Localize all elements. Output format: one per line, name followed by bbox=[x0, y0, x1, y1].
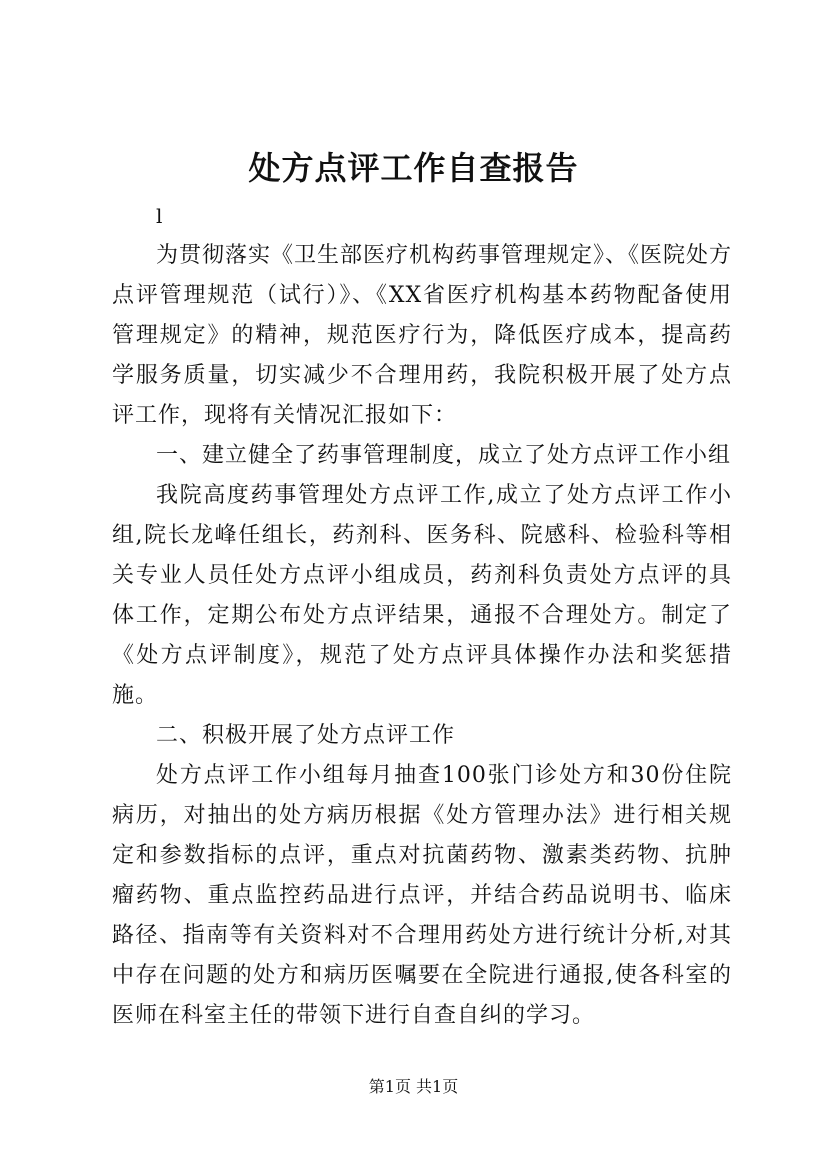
section-heading-1: 一、建立健全了药事管理制度，成立了处方点评工作小组 bbox=[156, 443, 732, 468]
section-heading-2: 二、积极开展了处方点评工作 bbox=[156, 723, 456, 748]
paragraph-intro: 为贯彻落实《卫生部医疗机构药事管理规定》、《医院处方点评管理规范（试行）》、《XX省医疗机构基本药物配备使用管理规定》的精神，规范医疗行为，降低医疗成本，提高药学服务质量，切实减少不合理用药，我院积极开展了处方点评工作，现将有关情况汇报如下： bbox=[112, 243, 733, 428]
document-body bbox=[112, 196, 732, 1036]
paragraph-section-2: 处方点评工作小组每月抽查100张门诊处方和30份住院病历，对抽出的处方病历根据《处方管理办法》进行相关规定和参数指标的点评，重点对抗菌药物、激素类药物、抗肿瘤药物、重点监控药品进行点评，并结合药品说明书、临床路径、指南等有关资料对不合理用药处方进行统计分析,对其中存在问题的处方和病历医嘱要在全院进行通报,使各科室的医师在科室主任的带领下进行自查自纠的学习。 bbox=[112, 763, 732, 1028]
paragraph-section-1: 我院高度药事管理处方点评工作,成立了处方点评工作小组,院长龙峰任组长，药剂科、医务科、院感科、检验科等相关专业人员任处方点评小组成员，药剂科负责处方点评的具体工作，定期公布处方点评结果，通报不合理处方。制定了《处方点评制度》，规范了处方点评具体操作办法和奖惩措施。 bbox=[112, 483, 732, 708]
paragraph-marker: l bbox=[156, 204, 164, 228]
page-number-footer: 第1页 共1页 bbox=[368, 1077, 459, 1096]
document-title: 处方点评工作自查报告 bbox=[248, 149, 579, 187]
